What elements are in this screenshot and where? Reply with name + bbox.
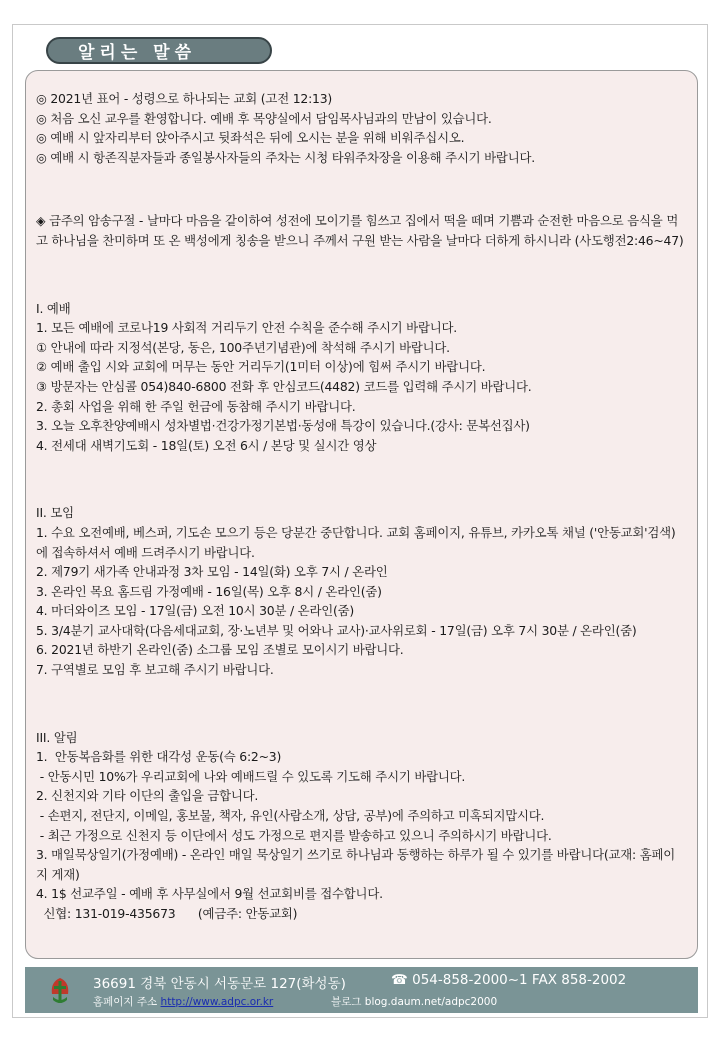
blog-label: 블로그 [331, 996, 362, 1008]
notice-heading: III. 알림 [36, 729, 78, 745]
meeting-item: 1. 수요 오전예배, 베스퍼, 기도손 모으기 등은 당분간 중단합니다. 교회 홈페이지, 유튜브, 카카오톡 채널 ('안동교회'검색)에 접속하셔서 예배 드려주시기 바랍니다. [36, 524, 676, 560]
worship-item: ③ 방문자는 안심콜 054)840-6800 전화 후 안심코드(4482) 코드를 입력해 주시기 바랍니다. [36, 378, 532, 394]
homepage-label: 홈페이지 주소 [93, 996, 158, 1008]
notice-line: ◎ 예배 시 항존직분자들과 종일봉사자들의 주차는 시청 타워주차장을 이용해 주시기 바랍니다. [36, 149, 535, 165]
notice-item: 4. 1$ 선교주일 - 예배 후 사무실에서 9월 선교회비를 접수합니다. [36, 886, 383, 902]
worship-item: ① 안내에 따라 지정석(본당, 동은, 100주년기념관)에 착석해 주시기 바랍니다. [36, 339, 450, 355]
worship-item: 3. 오늘 오후찬양예배시 성차별법·건강가정기본법·동성애 특강이 있습니다.(강사: 문복선집사) [36, 418, 530, 434]
homepage-link[interactable]: http://www.adpc.or.kr [160, 996, 274, 1008]
worship-heading: I. 예배 [36, 300, 71, 316]
meeting-item: 3. 온라인 목요 홈드림 가정예배 - 16일(목) 오후 8시 / 온라인(줌) [36, 583, 382, 599]
notice-item: - 손편지, 전단지, 이메일, 홍보물, 책자, 유인(사람소개, 상담, 공부)에 주의하고 미혹되지맙시다. [36, 808, 545, 824]
church-logo-icon [49, 977, 71, 1005]
notice-line: ◎ 2021년 표어 - 성령으로 하나되는 교회 (고전 12:13) [36, 91, 333, 106]
meeting-heading: II. 모임 [36, 505, 74, 521]
section-title: 알리는 말씀 [78, 43, 197, 63]
meeting-item: 7. 구역별로 모임 후 보고해 주시기 바랍니다. [36, 662, 274, 678]
notice-item: 1. 안동복음화를 위한 대각성 운동(슥 6:2~3) [36, 749, 282, 765]
worship-item: ② 예배 출입 시와 교회에 머무는 동안 거리두기(1미터 이상)에 힘써 주시기 바랍니다. [36, 359, 486, 375]
notice-item: - 최근 가정으로 신천지 등 이단에서 성도 가정으로 편지를 발송하고 있으니 주의하시기 바랍니다. [36, 827, 552, 843]
notice-item: - 안동시민 10%가 우리교회에 나와 예배드릴 수 있도록 기도해 주시기 바랍니다. [36, 768, 466, 784]
meeting-item: 4. 마더와이즈 모임 - 17일(금) 오전 10시 30분 / 온라인(줌) [36, 603, 355, 619]
blog-url[interactable]: blog.daum.net/adpc2000 [364, 996, 498, 1008]
meeting-item: 5. 3/4분기 교사대학(다음세대교회, 장·노년부 및 어와나 교사)·교사위로회 - 17일(금) 오후 7시 30분 / 온라인(줌) [36, 622, 637, 638]
footer-web-line [93, 994, 498, 1009]
notice-line: ◎ 예배 시 앞자리부터 앉아주시고 뒷좌석은 뒤에 오시는 분을 위해 비워주십시오. [36, 130, 465, 146]
worship-item: 2. 총회 사업을 위해 한 주일 헌금에 동참해 주시기 바랍니다. [36, 398, 356, 414]
footer-contact-line [93, 972, 627, 992]
section-title-banner [46, 37, 272, 64]
meeting-item: 6. 2021년 하반기 온라인(줌) 소그룹 모임 조별로 모이시기 바랍니다. [36, 642, 404, 658]
worship-item: 1. 모든 예배에 코로나19 사회적 거리두기 안전 수칙을 준수해 주시기 바랍니다. [36, 320, 457, 336]
worship-item: 4. 전세대 새벽기도회 - 18일(토) 오전 6시 / 본당 및 실시간 영상 [36, 437, 377, 453]
meeting-item: 2. 제79기 새가족 안내과정 3차 모임 - 14일(화) 오후 7시 / 온라인 [36, 564, 388, 580]
announcement-box [25, 70, 698, 959]
church-phone: ☎ 054-858-2000~1 FAX 858-2002 [391, 972, 627, 988]
memory-verse: ◈ 금주의 암송구절 - 날마다 마음을 같이하여 성전에 모이기를 힘쓰고 집에서 떡을 떼며 기쁨과 순전한 마음으로 음식을 먹고 하나님을 찬미하며 또 온 백성에게 칭송을 받으니 주께서 구원 받는 사람을 날마다 더하게 하시니라 (사도행전2:46~47) [36, 213, 684, 248]
notice-item: 3. 매일묵상일기(가정예배) - 온라인 매일 묵상일기 쓰기로 하나님과 동행하는 하루가 될 수 있기를 바랍니다(교재: 홈페이지 게재) [36, 847, 676, 882]
blog-info [331, 994, 497, 1009]
notice-line: ◎ 처음 오신 교우를 환영합니다. 예배 후 목양실에서 담임목사님과의 만남이 있습니다. [36, 110, 492, 126]
bank-account: 신협: 131-019-435673 (예금주: 안동교회) [36, 906, 298, 921]
notice-item: 2. 신천지와 기타 이단의 출입을 금합니다. [36, 788, 259, 804]
church-footer [25, 967, 698, 1013]
church-address: 36691 경북 안동시 서동문로 127(화성동) [93, 976, 346, 992]
